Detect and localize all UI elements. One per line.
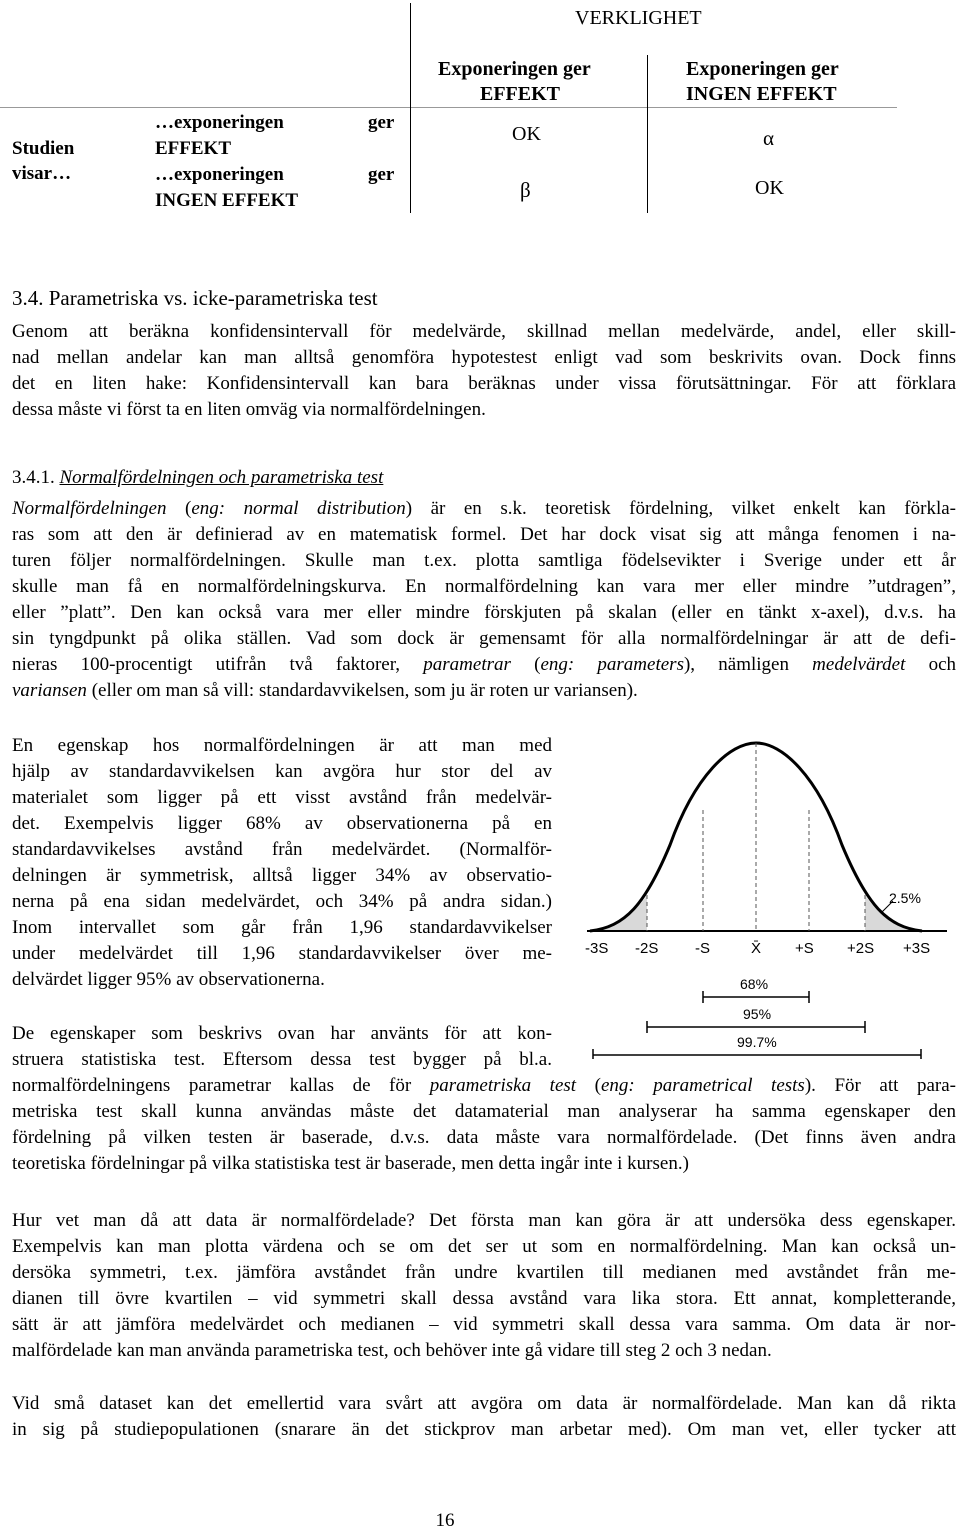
table-studien-line2: visar…: [12, 163, 72, 184]
text-line: sin tyngdpunkt på olika ställen. Vad som dock är gemensamt för alla normalfördelningar är att de defi-: [12, 628, 956, 649]
tick-label-plus1s: +S: [795, 940, 814, 957]
text-line: Vid små dataset kan det emellertid vara svårt att avgöra om data är normalfördelade. Man kan då rikta: [12, 1393, 956, 1414]
tick-label-mean: X̄: [751, 940, 762, 957]
paragraph-normal-distribution: [12, 496, 956, 704]
text-line: malfördelade kan man använda parametriska test, och behöver inte gå vidare till steg 2 och 3 nedan.: [12, 1340, 772, 1361]
table-vline-mid: [647, 55, 648, 213]
text-line: standardavvikelses avstånd från medelvärdet. (Normalför-: [12, 839, 552, 860]
text-line: hjälp av standardavvikelsen kan avgöra hur stor del av: [12, 761, 552, 782]
text-line: normalfördelningens parametrar kallas de för parametriska test (eng: parametrical tests). För att para-: [12, 1075, 956, 1096]
pct-997-label: 99.7%: [737, 1034, 777, 1050]
table-row1-line2: EFFEKT: [155, 138, 232, 159]
normal-distribution-figure: [585, 735, 955, 1060]
text-line: skulle man få en normalfördelningskurva. En normalfördelning kan vara mer eller mindre ”utdragen”,: [12, 576, 956, 597]
paragraph-checking-normality: [12, 1208, 956, 1364]
text-line: Normalfördelningen (eng: normal distribution) är en s.k. teoretisk fördelning, vilket enkelt kan förkla-: [12, 498, 956, 519]
table-row2-ger: ger: [368, 164, 395, 185]
table-col1-line2: EFFEKT: [480, 83, 561, 105]
italic-term: parametrar: [423, 654, 511, 675]
pct-68-label: 68%: [740, 976, 769, 992]
text-line: Genom att beräkna konfidensintervall för medelvärde, skillnad mellan medelvärde, andel, eller skill-: [12, 321, 956, 342]
text-line: Inom intervallet som går från 1,96 standardavvikelser: [12, 917, 552, 938]
table-r1c1: OK: [512, 123, 541, 145]
tick-label-minus1s: -S: [695, 940, 710, 957]
italic-term: parametriska test: [429, 1075, 577, 1096]
table-row1-ger: ger: [368, 112, 395, 133]
tick-label-plus2s: +2S: [847, 940, 875, 957]
italic-term: Normalfördelningen: [12, 498, 167, 519]
italic-term: medelvärdet: [812, 654, 906, 675]
page-number: 16: [435, 1510, 455, 1531]
text-line: det en liten hake: Konfidensintervall kan bara beräknas under vissa förutsättningar. För att förklara: [12, 373, 956, 394]
paragraph-intro: [12, 319, 956, 423]
table-header-rule: [0, 107, 897, 108]
text-line: nieras 100-procentigt utifrån två faktorer, parametrar (eng: parameters), nämligen medelvärdet och: [12, 654, 957, 675]
text-line: nerna på ena sidan medelvärdet, och 34% på andra sidan.): [12, 891, 552, 912]
table-studien-line1: Studien: [12, 138, 75, 159]
tick-label-minus2s: -2S: [635, 940, 659, 957]
text-line: turen följer normalfördelningen. Skulle man t.ex. plotta samtliga födelsevikter i Sverige under ett år: [12, 550, 956, 571]
text-line: metriska test skall kunna användas måste det datamaterial man analyserar ha samma egenskaper den: [12, 1101, 956, 1122]
text-line: sätt är att jämföra medelvärdet och medianen – vid symmetri skall dessa vara samma. Om data är nor-: [12, 1314, 956, 1335]
text-line: fördelning på vilken testen är baserade, d.v.s. data måste vara normalfördelade. (Det finns även andra: [12, 1127, 956, 1148]
text-line: materialet som ligger på ett visst avstånd från medelvär-: [12, 787, 552, 808]
text-line: ras som att den är definierad av en matematisk formel. Det har dock visat sig att många fenomen i na-: [12, 524, 956, 545]
text-line: teoretiska fördelningar på vilka statistiska test är baserade, men detta ingår inte i kursen.): [12, 1153, 689, 1174]
subsection-title: Normalfördelningen och parametriska test: [59, 467, 384, 488]
text-line: variansen (eller om man så vill: standardavvikelsen, som ju är roten ur variansen).: [12, 680, 638, 701]
table-r2c2: OK: [755, 177, 784, 199]
italic-term: variansen: [12, 680, 87, 701]
left-tail-shade: [590, 895, 647, 931]
tail-label: 2.5%: [889, 890, 921, 906]
paragraph-small-datasets: [12, 1391, 956, 1443]
table-col2-line2: INGEN EFFEKT: [686, 83, 837, 105]
text-line: delvärdet ligger 95% av observationerna.: [12, 969, 325, 990]
text-line: in sig på studiepopulationen (snarare än det stickprov man arbetar med). Om man vet, eller tycker att: [12, 1419, 956, 1440]
table-col1-line1: Exponeringen ger: [438, 58, 591, 80]
table-row2-line2: INGEN EFFEKT: [155, 190, 299, 211]
text-line: nad mellan andelar kan man alltså genomföra hypotestest enligt vad som beskrivits ovan. Dock finns: [12, 347, 956, 368]
subsection-number: 3.4.1.: [12, 467, 55, 488]
table-verklighet: VERKLIGHET: [575, 7, 702, 29]
text-line: En egenskap hos normalfördelningen är att man med: [12, 735, 552, 756]
italic-term: eng: normal distribution: [191, 498, 406, 519]
tick-label-minus3s: -3S: [585, 940, 609, 957]
text-line: Exempelvis kan man plotta värdena och se om det ser ut som en normalfördelning. Man kan också un-: [12, 1236, 956, 1257]
text-line: De egenskaper som beskrivs ovan har använts för att kon-: [12, 1023, 552, 1044]
italic-term: eng: parametrical tests: [600, 1075, 805, 1096]
text-line: struera statistiska test. Eftersom dessa test bygger på bl.a.: [12, 1049, 552, 1070]
table-r1c2: α: [763, 126, 775, 150]
tick-label-plus3s: +3S: [903, 940, 931, 957]
text-line: delningen är symmetrisk, alltså ligger 34% av observatio-: [12, 865, 552, 886]
paragraph-parametric-tests: [12, 1021, 956, 1177]
text-line: eller ”platt”. Den kan också vara mer eller mindre förskjuten på skalan (eller en tänkt x-axel), d.v.s. ha: [12, 602, 956, 623]
paragraph-std-properties: [12, 733, 552, 993]
pct-95-label: 95%: [743, 1006, 772, 1022]
section-heading: 3.4. Parametriska vs. icke-parametriska test: [12, 286, 378, 310]
sd-lines: [647, 743, 865, 931]
table-col2-line1: Exponeringen ger: [686, 58, 839, 80]
table-vline-left: [410, 3, 411, 213]
text-line: det. Exempelvis ligger 68% av observationerna på en: [12, 813, 552, 834]
table-row2-line1: …exponeringen: [155, 164, 284, 185]
text-line: Hur vet man då att data är normalfördelade? Det första man kan göra är att undersöka dess egenskaper.: [12, 1210, 956, 1231]
text-line: dianen till övre kvartilen – vid symmetri skall dessa avstånd vara lika stora. Ett annat, kompletterande,: [12, 1288, 956, 1309]
table-row1-line1: …exponeringen: [155, 112, 284, 133]
subsection-heading: [12, 465, 383, 491]
text-line: dessa måste vi först ta en liten omväg via normalfördelningen.: [12, 399, 486, 420]
text-line: under medelvärdet till 1,96 standardavvikelser över me-: [12, 943, 552, 964]
text-line: dersöka symmetri, t.ex. jämföra avståndet från undre kvartilen till medianen med avståndet från me-: [12, 1262, 956, 1283]
table-r2c1: β: [520, 178, 531, 202]
italic-term: eng: parameters: [540, 654, 684, 675]
